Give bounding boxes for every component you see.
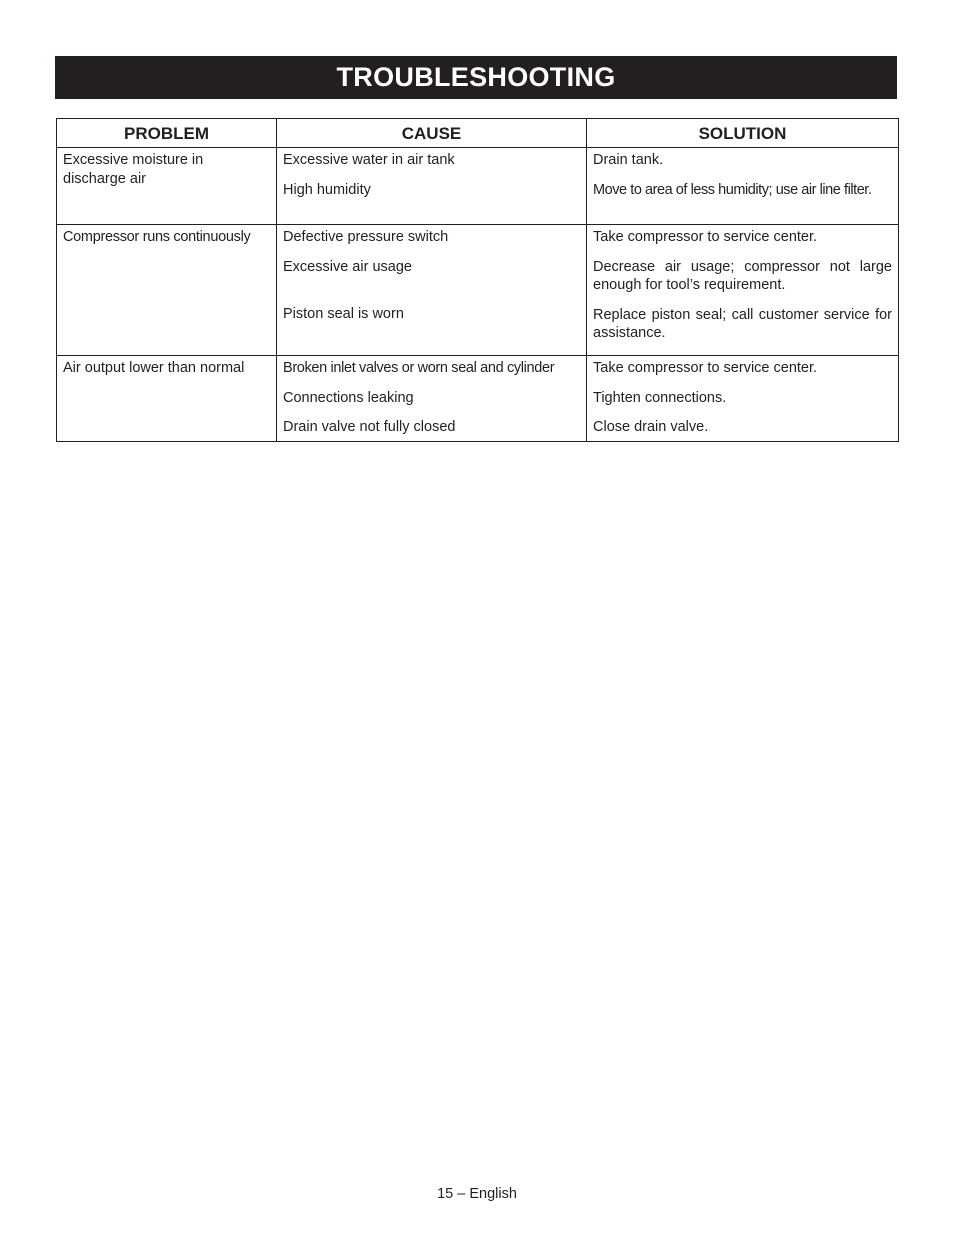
cause-text: Broken inlet valves or worn seal and cylinder [283, 360, 555, 376]
page-footer: 15 – English [437, 1186, 517, 1202]
solution-text: Tighten connections. [593, 389, 727, 406]
solution-cell [587, 148, 899, 225]
solution-text: Take compressor to service center. [593, 229, 818, 245]
cause-text: Defective pressure switch [283, 229, 449, 245]
table-row [57, 225, 899, 356]
problem-cell [57, 356, 277, 442]
cause-text: Excessive water in air tank [283, 152, 455, 168]
problem-cell [57, 225, 277, 356]
cause-cell [277, 148, 587, 225]
table-row [57, 148, 899, 225]
problem-cell [57, 148, 277, 225]
header-problem: PROBLEM [57, 119, 277, 148]
problem-text: Compressor runs continuously [63, 229, 251, 245]
solution-text: Drain tank. [593, 152, 664, 168]
cause-text: Connections leaking [283, 389, 414, 406]
title-banner [55, 56, 897, 99]
solution-text: Decrease air usage; compressor not large enough for tool’s requirement. [593, 258, 892, 293]
solution-cell [587, 225, 899, 356]
cause-text: Drain valve not fully closed [283, 419, 456, 435]
troubleshooting-table [56, 118, 899, 442]
solution-cell [587, 356, 899, 442]
solution-text: Move to area of less humidity; use air line filter. [593, 181, 872, 198]
page-title: TROUBLESHOOTING [336, 62, 616, 92]
solution-text: Replace piston seal; call customer service for assistance. [593, 306, 892, 341]
solution-text: Close drain valve. [593, 419, 709, 435]
table-row [57, 356, 899, 442]
problem-text: Air output lower than normal [63, 360, 245, 376]
header-cause: CAUSE [277, 119, 587, 148]
cause-cell [277, 225, 587, 356]
table-header-row [57, 119, 899, 148]
cause-text: Piston seal is worn [283, 306, 404, 322]
cause-cell [277, 356, 587, 442]
header-solution: SOLUTION [587, 119, 899, 148]
cause-text: Excessive air usage [283, 258, 412, 275]
cause-text: High humidity [283, 181, 371, 198]
solution-text: Take compressor to service center. [593, 360, 818, 376]
problem-text: Excessive moisture in discharge air [63, 152, 204, 187]
